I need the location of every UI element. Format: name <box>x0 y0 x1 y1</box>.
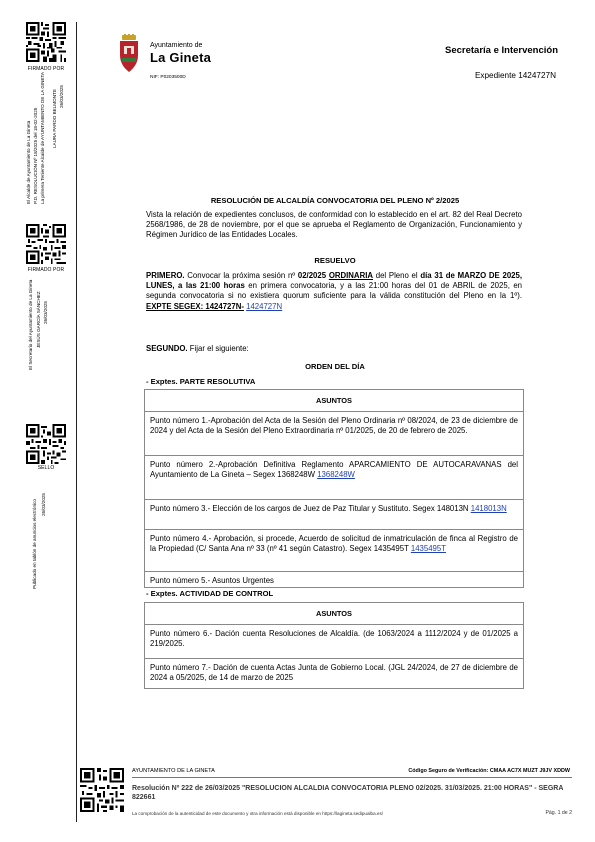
segex-link[interactable]: 1368248W <box>317 470 355 480</box>
firmado-block-1 <box>24 71 72 206</box>
firmado-line: La primera Teniente Alcalde de AYUNTAMIENTO DE LA GINETA <box>40 71 45 204</box>
asuntos-header: ASUNTOS <box>315 609 352 618</box>
nif-text: NIF: P0203500D <box>150 75 186 80</box>
primero-text: Convocar la próxima sesión nº <box>184 271 298 280</box>
qr-code-icon <box>80 768 124 812</box>
item-text: Punto número 2.-Aprobación Definitiva Reglamento APARCAMIENTO DE AUTOCARAVANAS del Ayuntamiento de La Gineta – Segex 1368248W <box>150 460 518 480</box>
expte-link[interactable]: 1424727N <box>246 301 283 311</box>
firmado-line: LAURA PARDO BELMONTE <box>52 89 57 148</box>
table-row <box>145 455 523 499</box>
firmado-label-1: FIRMADO POR <box>27 66 65 72</box>
table-row <box>145 529 523 571</box>
firmado-label-2: FIRMADO POR <box>27 267 65 273</box>
footer-resolution-title: Resolución Nº 222 de 26/03/2025 "RESOLUCION ALCALDIA CONVOCATORIA PLENO 02/2025. 31/03/2025. 21:00 HORAS" - SEGRA 822661 <box>132 785 564 801</box>
footer-note: La comprobación de la autenticidad de este documento y otra información está disponible en https://lagineta.sedipualba.es/ <box>132 811 384 816</box>
expediente-number: Expediente 1424727N <box>474 71 556 80</box>
asuntos-table-2 <box>144 602 524 689</box>
sello-block <box>24 476 72 591</box>
session-date: día 31 de MARZO DE 2025, LUNES, a las 21:00 horas <box>146 271 522 291</box>
table-row <box>145 658 523 690</box>
sello-line: Publicado en tablón de anuncios electrónico <box>32 499 37 589</box>
resolution-title: RESOLUCIÓN DE ALCALDÍA CONVOCATORIA DEL PLENO Nº 2/2025 <box>210 196 460 205</box>
segundo-text: Fijar el siguiente: <box>187 344 249 353</box>
intro-paragraph: Vista la relación de expedientes conclusos, de conformidad con lo establecido en el art. 82 del Real Decreto 2568/1986, de 28 de noviembre, por el que se aprueba el Reglamento de Organización, Funcionamiento y Régimen Jurídico de las Entidades Locales. <box>146 210 522 240</box>
footer-divider <box>132 777 572 778</box>
asuntos-table-1 <box>144 389 524 588</box>
sello-label: SELLO <box>37 465 55 471</box>
town-name: La Gineta <box>150 50 212 65</box>
primero-text: del Pleno el <box>373 271 421 280</box>
page-number: Pág. 1 de 2 <box>545 810 572 816</box>
firmado-line: 26/03/2025 <box>59 85 64 108</box>
department-title: Secretaría e Intervención <box>445 45 558 56</box>
table-row <box>145 571 523 589</box>
footer-ayuntamiento: AYUNTAMIENTO DE LA GINETA <box>132 768 215 774</box>
ayuntamiento-label: Ayuntamiento de <box>150 42 203 49</box>
session-number: 02/2025 <box>297 271 327 280</box>
item-text: Punto número 7.- Dación de cuenta Actas Junta de Gobierno Local. (JGL 24/2024, de 27 de diciembre de 2024 a 05/2025, de 14 de marzo de 2025 <box>150 663 518 683</box>
coat-of-arms-logo <box>118 34 140 74</box>
qr-code-icon <box>26 22 66 62</box>
item-text: Punto número 6.- Dación cuenta Resoluciones de Alcaldía. (de 1063/2024 a 1112/2024 y de 01/2025 a 219/2025. <box>150 629 518 649</box>
table-row <box>145 624 523 658</box>
qr-code-icon <box>26 224 66 264</box>
orden-del-dia-heading: ORDEN DEL DÍA <box>305 362 365 371</box>
segex-link[interactable]: 1418013N <box>470 504 507 513</box>
firmado-line: El Secretario del Ayuntamiento de La Gineta <box>28 279 33 370</box>
firmado-block-2 <box>24 278 72 378</box>
item-text: Punto número 5.- Asuntos Urgentes <box>150 576 274 585</box>
primero-paragraph <box>146 271 522 312</box>
item-text: Punto número 1.-Aprobación del Acta de la Sesión del Pleno Ordinaria nº 08/2024, de 23 de diciembre de 2024 y del Acta de la Sesión del Pleno Extraordinaria nº 01/2025, de 20 de febrero de 2025. <box>150 416 518 436</box>
primero-text: en primera convocatoria, y a las 21:00 horas del 01 de ABRIL de 2025, en segunda convocatoria si no existiera quorum suficiente para la válida constitución del Pleno en la 1º). <box>146 281 522 301</box>
table-row <box>145 499 523 529</box>
firmado-line: El Alcalde de Ayuntamiento de La Gineta <box>26 120 31 204</box>
section-parte-resolutiva: - Exptes. PARTE RESOLUTIVA <box>146 377 256 386</box>
asuntos-header: ASUNTOS <box>315 396 352 405</box>
section-actividad-control: - Exptes. ACTIVIDAD DE CONTROL <box>146 589 274 598</box>
expte-segex: EXPTE SEGEX: 1424727N- <box>146 301 244 311</box>
sidebar-divider <box>76 22 77 822</box>
session-type: ORDINARIA <box>328 271 373 280</box>
sello-line: 26/03/2025 <box>41 493 46 516</box>
primero-label: PRIMERO. <box>146 271 185 280</box>
table-row <box>145 411 523 455</box>
firmado-line: P.D. RESOLUCIÓN Nº 18/2025 del 18-02-2025 <box>33 107 38 204</box>
segex-link[interactable]: 1435495T <box>410 544 446 554</box>
firmado-line: JESÚS GARCÍA SÁNCHEZ <box>36 291 41 348</box>
segundo-label: SEGUNDO. <box>146 344 188 353</box>
qr-code-icon <box>26 424 66 464</box>
item-text: Punto número 3.- Elección de los cargos de Juez de Paz Titular y Sustituto. Segex 148013N <box>150 504 471 513</box>
segundo-paragraph <box>146 344 522 354</box>
item-text: Punto número 4.- Aprobación, si procede, Acuerdo de solicitud de inmatriculación de finca al Registro de la Propiedad (C/ Santa Ana nº 33 (nº 41 según Catastro). Segex 1435495T <box>150 534 518 554</box>
footer-csv: Código Seguro de Verificación: CMAA AC7X MUZT J9JV XDDW <box>408 768 570 774</box>
firmado-line: 26/03/2025 <box>43 301 48 324</box>
resuelvo-heading: RESUELVO <box>314 256 356 265</box>
